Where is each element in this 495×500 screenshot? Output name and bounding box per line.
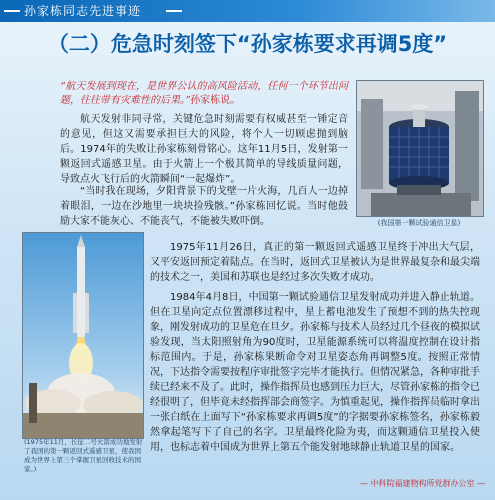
quote-block (60, 80, 348, 108)
quote-source: 孙家栋说。 (190, 95, 241, 106)
rocket-illustration (23, 233, 143, 438)
header-dash-right (166, 10, 182, 12)
paragraph-4: 1984年4月8日，中国第一颗试验通信卫星发射成功并进入静止轨道。但在卫星向定点位置漂移过程中，星上蓄电池发生了预想不到的热失控现象，刚发射成功的卫星危在旦夕。孙家栋与技术人员经过几个昼夜的模拟试验发现，当太阳照射角为90度时，卫星能源系统可以将温度控制在设计指标范围内。于是，孙家栋果断命令对卫星姿态角再调整5度。按照正常情况，下达指令需要按程序审批签字完毕才能执行。但情况紧急，各种审批手续已经来不及了。此时，操作指挥员也感到压力巨大，尽管孙家栋的指令已经很明了，但毕竟未经指挥部会商签字。为慎重起见，操作指挥员临时拿出一张白纸在上面写下“孙家栋要求再调5度”的字据要孙家栋签名，孙家栋毅然拿起笔写下了自己的名字。卫星最终化险为夷，而这颗通信卫星投入使用，也标志着中国成为世界上第五个能发射地球静止轨道卫星的国家。 (150, 292, 480, 453)
paragraph-3: 1975年11月26日，真正的第一颗返回式遥感卫星终于冲出大气层，又平安返回预定着陆点。在当时，返回式卫星被认为是世界最复杂和最尖端的技术之一，美国和苏联也是经过多次失败才成功。 (150, 242, 480, 283)
rocket-launch-photo (22, 232, 144, 439)
rocket-caption: (1975年11月，长征二号火箭成功地发射了我国的第一颗返回式遥感卫星，使我国成为世界上第三个掌握卫星回收技术的国家。) (24, 438, 143, 473)
footer-credit: — 中科院福建物构所党群办公室 — (359, 479, 485, 488)
paragraph-1: 航天发射非同寻常，关键危急时刻需要有权威甚至一锤定音的意见，但这又需要承担巨大的风险，将个人一切顾虑抛到脑后。1974年的失败让孙家栋刻骨铭心。这年11月5日，发射第一颗返回式遥感卫星。由于火箭上一个极其简单的导线质量问题，导致点火飞行后的火箭瞬间“一起爆炸”。 (60, 114, 348, 185)
quote-text: “航天发展到现在，是世界公认的高风险活动，任何一个环节出问题，往往带有灾难性的后果。” (60, 81, 348, 106)
paragraph-2: “当时我在现场，夕阳背景下的戈壁一片火海，几百人一边掉着眼泪，一边在沙地里一块块捡残骸。”孙家栋回忆说。当时他鼓励大家不能灰心、不能丧气，不能被失败吓倒。 (60, 186, 348, 227)
header-bar (0, 0, 495, 22)
header-dash-left (4, 10, 20, 12)
satellite-photo (356, 80, 484, 217)
header-label: 孙家栋同志先进事迹 (24, 4, 142, 18)
page-title: （二）危急时刻签下“孙家栋要求再调5度” (47, 32, 448, 56)
satellite-illustration (357, 81, 483, 216)
satellite-caption: (我国第一颗试验通信卫星) (377, 219, 461, 227)
